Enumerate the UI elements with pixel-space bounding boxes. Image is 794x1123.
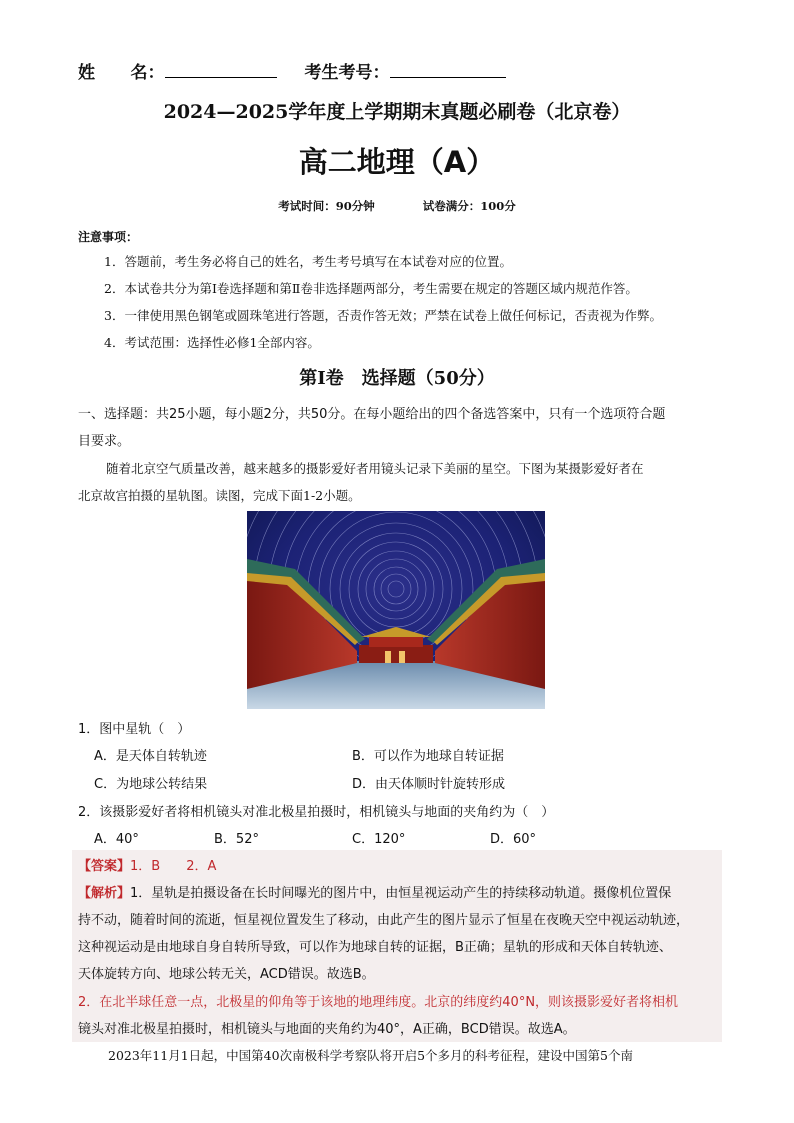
- question-stem: 2．该摄影爱好者将相机镜头对准北极星拍摄时，相机镜头与地面的夹角约为（ ）: [78, 805, 555, 820]
- analysis-line: [78, 882, 671, 901]
- subject-title: 高二地理（A）: [298, 145, 496, 179]
- time-info: 考试时间：90分钟: [278, 199, 375, 213]
- student-info-row: [78, 58, 506, 83]
- score-info: 试卷满分：100分: [422, 199, 516, 213]
- analysis-label: 【解析】: [78, 886, 131, 901]
- analysis-2-first: 2．在北半球任意一点，北极星的仰角等于该地的地理纬度。北京的纬度约40°N，则该摄影爱好者将相机: [78, 995, 679, 1010]
- passage-cont: 北京故宫拍摄的星轨图。读图，完成下面1-2小题。: [78, 488, 361, 503]
- answer-text: 1．B 2．A: [130, 859, 217, 874]
- analysis-text: 1．星轨是拍摄设备在长时间曝光的图片中，由恒星视运动产生的持续移动轨道。摄像机位置保: [130, 886, 672, 901]
- section-instruction: 一、选择题：共25小题，每小题2分，共50分。在每小题给出的四个备选答案中，只有一个选项符合题: [78, 407, 666, 422]
- passage: 随着北京空气质量改善，越来越多的摄影爱好者用镜头记录下美丽的星空。下图为某摄影爱好者在: [106, 461, 644, 476]
- name-label: 姓 名：: [78, 63, 165, 83]
- option-b[interactable]: B．52°: [214, 832, 259, 847]
- option-b[interactable]: B．可以作为地球自转证据: [352, 749, 504, 764]
- notice-item: 4．考试范围：选择性必修1全部内容。: [104, 335, 320, 350]
- option-a[interactable]: A．40°: [94, 832, 139, 847]
- option-a[interactable]: A．是天体自转轨迹: [94, 749, 207, 764]
- star-trail-image: [247, 511, 545, 709]
- notice-heading: 注意事项：: [78, 230, 139, 244]
- option-c[interactable]: C．为地球公转结果: [94, 777, 208, 792]
- option-c[interactable]: C．120°: [352, 832, 406, 847]
- analysis-text: 持不动，随着时间的流逝，恒星视位置发生了移动，由此产生的图片显示了恒星在夜晚天空中视运动轨迹，: [78, 913, 690, 928]
- exam-title: 2024—2025学年度上学期期末真题必刷卷（北京卷）: [163, 101, 631, 123]
- id-label: 考生考号：: [304, 63, 390, 83]
- question-stem: 1．图中星轨（ ）: [78, 722, 191, 737]
- next-passage: 2023年11月1日起，中国第40次南极科学考察队将开启5个多月的科考征程，建设中国第5个南: [108, 1048, 633, 1063]
- option-d[interactable]: D．由天体顺时针旋转形成: [352, 777, 506, 792]
- notice-item: 3．一律使用黑色钢笔或圆珠笔进行答题，否责作答无效；严禁在试卷上做任何标记，否责视为作弊。: [104, 308, 662, 323]
- section-instruction-cont: 目要求。: [78, 434, 131, 449]
- analysis-text: 这种视运动是由地球自身自转所导致，可以作为地球自转的证据，B正确；星轨的形成和天体自转轨迹、: [78, 940, 672, 955]
- option-d[interactable]: D．60°: [490, 832, 537, 847]
- answer-label: 【答案】: [78, 859, 131, 874]
- notice-item: 2．本试卷共分为第Ⅰ卷选择题和第Ⅱ卷非选择题两部分，考生需要在规定的答题区域内规范作答。: [104, 281, 638, 296]
- star-trail-photo: [247, 511, 545, 709]
- name-field[interactable]: [165, 77, 277, 78]
- section-title: 第Ⅰ卷 选择题（50分）: [299, 368, 495, 389]
- analysis-text: 天体旋转方向、地球公转无关，ACD错误。故选B。: [78, 967, 375, 982]
- exam-meta: [0, 198, 794, 214]
- analysis-2-text: 镜头对准北极星拍摄时，相机镜头与地面的夹角约为40°，A正确，BCD错误。故选A。: [78, 1022, 576, 1037]
- answer-line: [78, 855, 216, 874]
- analysis-2-text: [78, 991, 678, 1010]
- id-field[interactable]: [390, 77, 506, 78]
- notice-item: 1．答题前，考生务必将自己的姓名，考生考号填写在本试卷对应的位置。: [104, 254, 512, 269]
